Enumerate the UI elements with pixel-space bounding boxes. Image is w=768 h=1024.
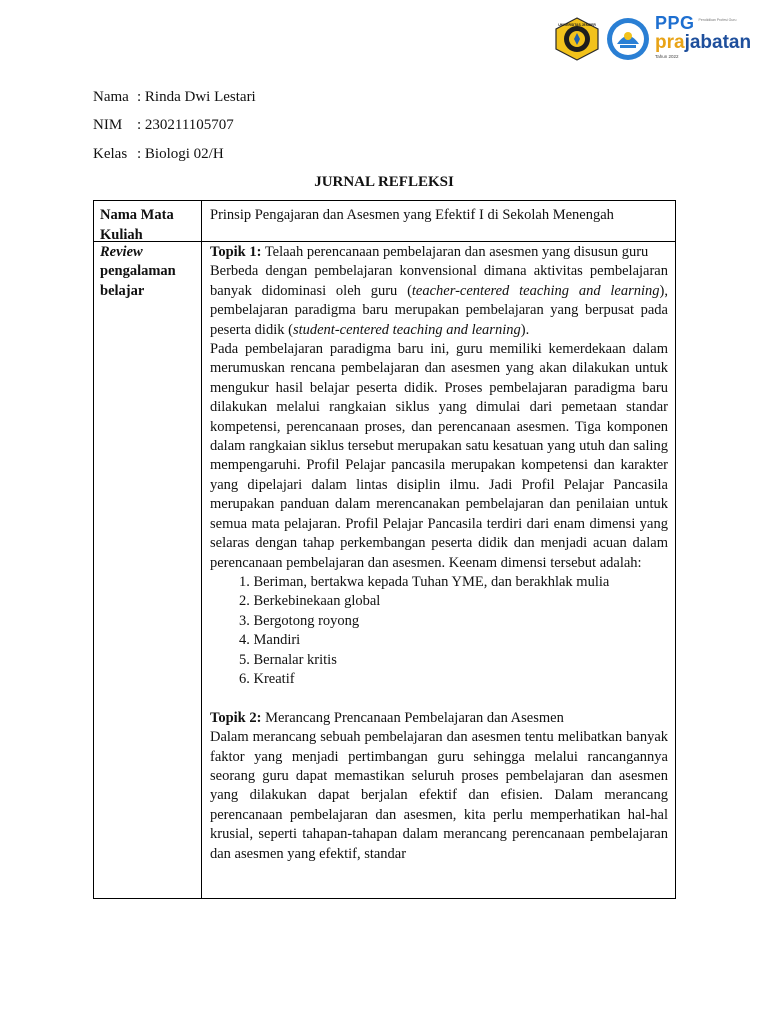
document-title: JURNAL REFLEKSI (314, 174, 454, 190)
reflection-table (93, 200, 676, 899)
ppg-small-caption: Pendidikan Profesi Guru (698, 18, 737, 22)
nim-value: : 230211105707 (137, 117, 234, 133)
info-nama (93, 88, 256, 106)
topik-1-heading: Topik 1: Telaah perencanaan pembelajaran dan asesmen yang disusun guru (210, 244, 649, 260)
list-item: 5. Bernalar kritis (239, 651, 337, 668)
kelas-label: Kelas (93, 146, 128, 162)
spacer (210, 689, 668, 708)
info-kelas (93, 145, 224, 163)
list-item: 4. Mandiri (239, 632, 301, 649)
ppg-label: PPG (655, 13, 695, 33)
ppg-prajabatan-brand (655, 14, 755, 59)
list-item: 6. Kreatif (239, 670, 295, 687)
review-label-italic: Review (100, 244, 143, 260)
info-nim (93, 116, 234, 134)
list-item: 3. Bergotong royong (239, 612, 360, 629)
nim-label: NIM (93, 117, 123, 133)
list-item: 1. Beriman, bertakwa kepada Tuhan YME, dan berakhlak mulia (239, 573, 610, 590)
nama-label: Nama (93, 89, 129, 105)
university-name-seal: UNIVERSITAS JEMBER (558, 23, 596, 27)
course-name-value: Prinsip Pengajaran dan Asesmen yang Efektif I di Sekolah Menengah (202, 201, 676, 242)
kemendikbud-logo (605, 16, 651, 62)
topik-2-heading: Topik 2: Merancang Prencanaan Pembelajaran dan Asesmen (210, 709, 564, 726)
kelas-value: : Biologi 02/H (137, 146, 224, 162)
review-content (202, 242, 676, 899)
dimension-list (210, 573, 668, 689)
course-name-label: Nama Mata Kuliah (94, 201, 202, 242)
university-jember-logo (553, 17, 601, 61)
topik-2-paragraph: Dalam merancang sebuah pembelajaran dan asesmen tentu melibatkan banyak faktor yang menjadi pertimbangan guru sehingga melalui rancangannya seorang guru dapat memastikan seluruh proses pembelajaran dan asesmen yang dilakukan dapat berjalan efektif dan efisien. Dalam merancang perencanaan pembelajaran dan asesmen, kita perlu memperhatikan hal-hal krusial, seperti tahapan-tahapan dalam merancang perencanaan pembelajaran dan asesmen yang efektif, standar (210, 729, 668, 862)
list-item: 2. Berkebinekaan global (239, 593, 381, 610)
review-label (94, 242, 202, 899)
header-logos (553, 14, 753, 64)
topik-1-paragraph-2: Pada pembelajaran paradigma baru ini, guru memiliki kemerdekaan dalam merumuskan rencana pembelajaran dan asesmen yang akan dilakukan untuk mengukur hasil belajar peserta didik. Proses pembelajaran paradigma baru dilakukan melalui rangkaian siklus yang dimulai dari pemetaan standar kompetensi, perencanaan proses, dan perencanaan asesmen. Tiga komponen dalam rangkaian siklus tersebut merupakan satu kesatuan yang utuh dan saling mempengaruhi. Profil Pelajar pancasila merupakan kompetensi dan karakter yang dipelajari dalam lintas disiplin ilmu. Jadi Profil Pelajar Pancasila merupakan panduan dalam merencanakan pembelajaran dan penilaian untuk semua mata pelajaran. Profil Pelajar Pancasila terdiri dari enam dimensi yang selaras dengan tahap perkembangan peserta didik dan menjadi acuan dalam perencanaan pembelajaran dan asesmen. Keenam dimensi tersebut adalah: (210, 341, 668, 571)
review-label-rest: pengalaman belajar (100, 263, 176, 299)
nama-value: : Rinda Dwi Lestari (137, 89, 256, 105)
year-caption: Tahun 2022 (655, 54, 679, 59)
prajabatan-label: prajabatan (655, 32, 752, 53)
topik-1-paragraph-1: Berbeda dengan pembelajaran konvensional dimana aktivitas pembelajaran banyak didominasi oleh guru (teacher-centered teaching and learning), pembelajaran paradigma baru merupakan pembelajaran yang berpusat pada peserta didik (student-centered teaching and learning). (210, 263, 668, 338)
